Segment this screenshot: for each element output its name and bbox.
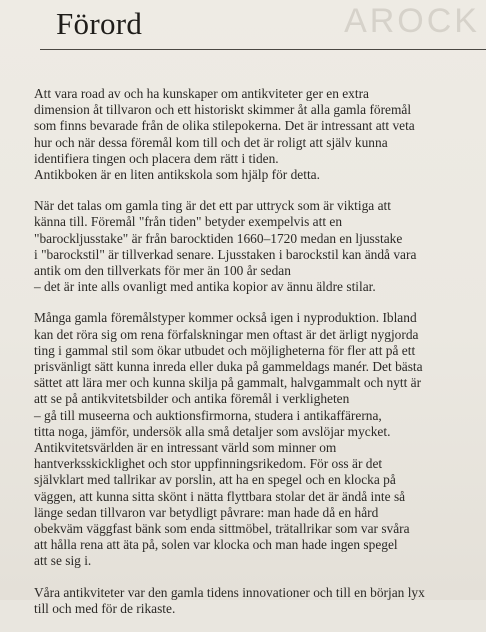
- text-line: Att vara road av och ha kunskaper om antikviteter ger en extra: [34, 86, 370, 101]
- text-line: kan det röra sig om rena förfalskningar men oftast är det ärligt nygjorda: [34, 326, 419, 342]
- text-line: känna till. Föremål "från tiden" betyder exempelvis att en: [34, 214, 343, 230]
- text-line: i "barockstil" är tillverkad senare. Ljusstaken i barockstil kan ändå vara: [34, 246, 417, 262]
- header-rule: [40, 49, 486, 50]
- text-line: Våra antikviteter var den gamla tidens innovationer och till en början lyx: [34, 584, 425, 600]
- paragraph: [34, 310, 480, 569]
- text-line: "barockljusstake" är från barocktiden 1660–1720 medan en ljusstake: [34, 230, 403, 246]
- text-line: Antikboken är en liten antikskola som hjälp för detta.: [34, 167, 320, 183]
- text-line: hantverksskicklighet och stor uppfinningsrikedom. För oss är det: [34, 456, 383, 472]
- text-line: hur och när dessa föremål kom till och det är roligt att själv kunna: [34, 134, 388, 150]
- text-line: titta noga, jämför, undersök alla små detaljer som avslöjar mycket.: [34, 423, 391, 439]
- text-line: Antikvitetsvärlden är en intressant värld som minner om: [34, 440, 337, 456]
- text-line: prisvänligt sätt kunna inreda eller duka på gammeldags manér. Det bästa: [34, 359, 423, 375]
- text-line: till och med för de rikaste.: [34, 600, 176, 616]
- paragraph: [34, 585, 480, 617]
- text-line: identifiera tingen och placera dem rätt i tiden.: [34, 150, 279, 166]
- text-line: – det är inte alls ovanligt med antika kopior av ännu äldre stilar.: [34, 279, 376, 295]
- text-line: att hålla rena att äta på, solen var klocka och man hade ingen spegel: [34, 537, 398, 553]
- text-line: länge sedan tillvaron var betydligt påvrare: man hade då en hård: [34, 504, 379, 520]
- text-line: obekväm väggfast bänk som enda sittmöbel, trätallrikar som var svåra: [34, 521, 410, 537]
- text-line: självklart med tallrikar av porslin, att ha en spegel och en klocka på: [34, 472, 396, 488]
- text-line: – gå till museerna och auktionsfirmorna, studera i antikaffärerna,: [34, 407, 382, 423]
- page-title: Förord: [56, 6, 143, 41]
- body-text: [34, 86, 480, 632]
- text-line: När det talas om gamla ting är det ett par uttryck som är viktiga att: [34, 198, 391, 214]
- paragraph: [34, 86, 480, 183]
- text-line: som finns bevarade från de olika stilepokerna. Det är intressant att veta: [34, 118, 415, 134]
- text-line: antik om den tillverkats för mer än 100 år sedan: [34, 263, 291, 279]
- text-line: dimension åt tillvaron och ett historiskt skimmer åt alla gamla föremål: [34, 102, 412, 118]
- text-line: att se sig i.: [34, 553, 92, 569]
- text-line: att se på antikvitetsbilder och antika föremål i verkligheten: [34, 391, 350, 407]
- header-watermark: AROCK: [344, 2, 480, 40]
- text-line: väggen, att kunna sitta skönt i nätta flyttbara stolar det är ändå inte så: [34, 488, 406, 504]
- text-line: Många gamla föremålstyper kommer också igen i nyproduktion. Ibland: [34, 310, 417, 326]
- text-line: sättet att lära mer och kunna skilja på gammalt, halvgammalt och nytt är: [34, 375, 422, 391]
- text-line: ting i gammal stil som ökar utbudet och möjligheterna för fler att på ett: [34, 342, 416, 358]
- paragraph: [34, 198, 480, 295]
